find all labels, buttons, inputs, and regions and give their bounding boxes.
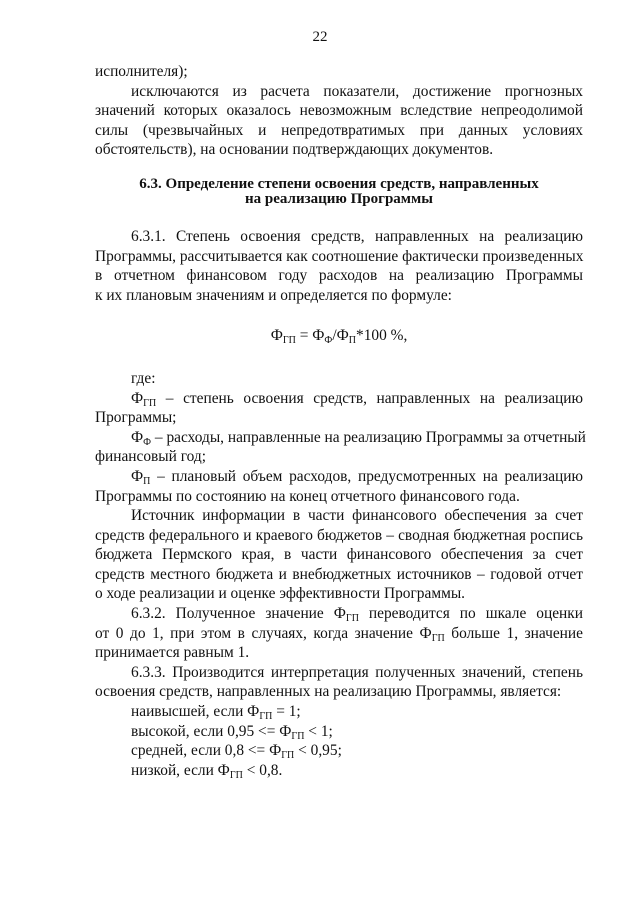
formula-sub: Ф [324, 335, 333, 347]
page-number: 22 [312, 29, 328, 45]
text-line: Программы; [95, 409, 177, 427]
text-line: 6.3.3. Производится интерпретация полученных значений, степень [131, 663, 583, 681]
assessment-levels [95, 702, 583, 780]
text-line: исполнителя); [95, 63, 188, 80]
symbol-sub: ГП [345, 613, 359, 625]
text-line [95, 389, 583, 409]
text-line: средств местного бюджета и внебюджетных источников – годовой отчет [95, 565, 583, 583]
text-line: значений которых оказалось невозможным вследствие непреодолимой [95, 102, 583, 120]
text-line: средств федерального и краевого бюджетов – сводная бюджетная роспись [95, 526, 583, 544]
paragraph-6-3-3 [95, 663, 583, 702]
text-line: силы (чрезвычайных и непредотвратимых при данных условиях [95, 121, 583, 139]
text-line [95, 624, 583, 644]
text-fragment: = 1; [272, 703, 301, 721]
text-line: финансовый год; [95, 448, 207, 466]
definition-text: – расходы, направленные на реализацию Программы за отчетный [151, 428, 586, 446]
text-fragment: больше 1, значение [444, 624, 583, 642]
text-fragment: 6.3.2. Полученное значение Ф [131, 605, 346, 623]
definition-text: – плановый объем расходов, предусмотренных на реализацию [150, 467, 583, 485]
text-fragment: переводится по шкале оценки [358, 605, 583, 623]
text-line: принимается равным 1. [95, 644, 250, 662]
formula [95, 326, 583, 346]
level-item [95, 741, 583, 761]
paragraph-source [95, 506, 583, 604]
level-item [95, 702, 583, 722]
text-line [95, 604, 583, 624]
symbol-sub: Ф [143, 436, 152, 448]
paragraph-6-3-2 [95, 604, 583, 663]
level-item [95, 722, 583, 742]
text-line [95, 428, 586, 448]
symbol-sub: ГП [281, 750, 295, 762]
definition-fp [95, 467, 583, 506]
section-heading [95, 177, 583, 207]
formula-sub: ГП [282, 335, 296, 347]
document-body [95, 62, 586, 781]
formula-slash: /Ф [332, 327, 349, 345]
symbol: Ф [131, 428, 144, 446]
level-item [95, 761, 583, 781]
text-line: Программы, рассчитывается как соотношение фактически произведенных [95, 247, 584, 265]
text-line [95, 467, 583, 487]
symbol: Ф [131, 467, 144, 485]
symbol-sub: П [143, 475, 151, 487]
text-fragment: < 1; [304, 722, 333, 740]
symbol-sub: ГП [291, 730, 305, 742]
symbol-sub: ГП [143, 397, 157, 409]
formula-lhs: Ф [270, 327, 283, 345]
where-label: где: [131, 369, 156, 387]
text-line: освоения средств, направленных на реализацию Программы, является: [95, 683, 562, 701]
symbol: Ф [131, 389, 144, 407]
symbol-sub: ГП [259, 711, 273, 723]
symbol-sub: ГП [229, 769, 243, 781]
text-line: исключаются из расчета показатели, достижение прогнозных [131, 82, 583, 100]
formula-eq: = Ф [295, 327, 325, 345]
paragraph-6-3-1 [95, 227, 583, 305]
text-fragment: средней, если 0,8 <= Ф [131, 742, 282, 760]
text-line: Источник информации в части финансового обеспечения за счет [131, 507, 583, 525]
definition-text: – степень освоения средств, направленных на реализацию [156, 389, 583, 407]
definition-fgp [95, 389, 583, 428]
text-line: 6.3.1. Степень освоения средств, направленных на реализацию [131, 227, 583, 245]
text-fragment: от 0 до 1, при этом в случаях, когда значение Ф [95, 624, 432, 642]
text-fragment: наивысшей, если Ф [131, 703, 260, 721]
text-line: обстоятельств), на основании подтверждающих документов. [95, 141, 494, 159]
formula-tail: *100 %, [356, 327, 408, 345]
text-fragment: высокой, если 0,95 <= Ф [131, 722, 292, 740]
text-fragment: < 0,95; [294, 742, 342, 760]
definition-ff [95, 428, 586, 467]
heading-line: 6.3. Определение степени освоения средств, направленных [139, 175, 539, 192]
text-line: бюджета Пермского края, в части финансового обеспечения за счет [95, 546, 583, 564]
text-line: о ходе реализации и оценке эффективности Программы. [95, 585, 466, 603]
heading-line: на реализацию Программы [245, 190, 433, 207]
text-line: в отчетном финансовом году расходов на реализацию Программы [95, 267, 583, 285]
paragraph-continuation [95, 62, 583, 160]
formula-sub: П [348, 335, 356, 347]
text-line: Программы по состоянию на конец отчетного финансового года. [95, 487, 520, 505]
text-fragment: низкой, если Ф [131, 761, 230, 779]
text-fragment: < 0,8. [242, 761, 283, 779]
symbol-sub: ГП [431, 632, 445, 644]
text-line: к их плановым значениям и определяется по формуле: [95, 286, 452, 304]
